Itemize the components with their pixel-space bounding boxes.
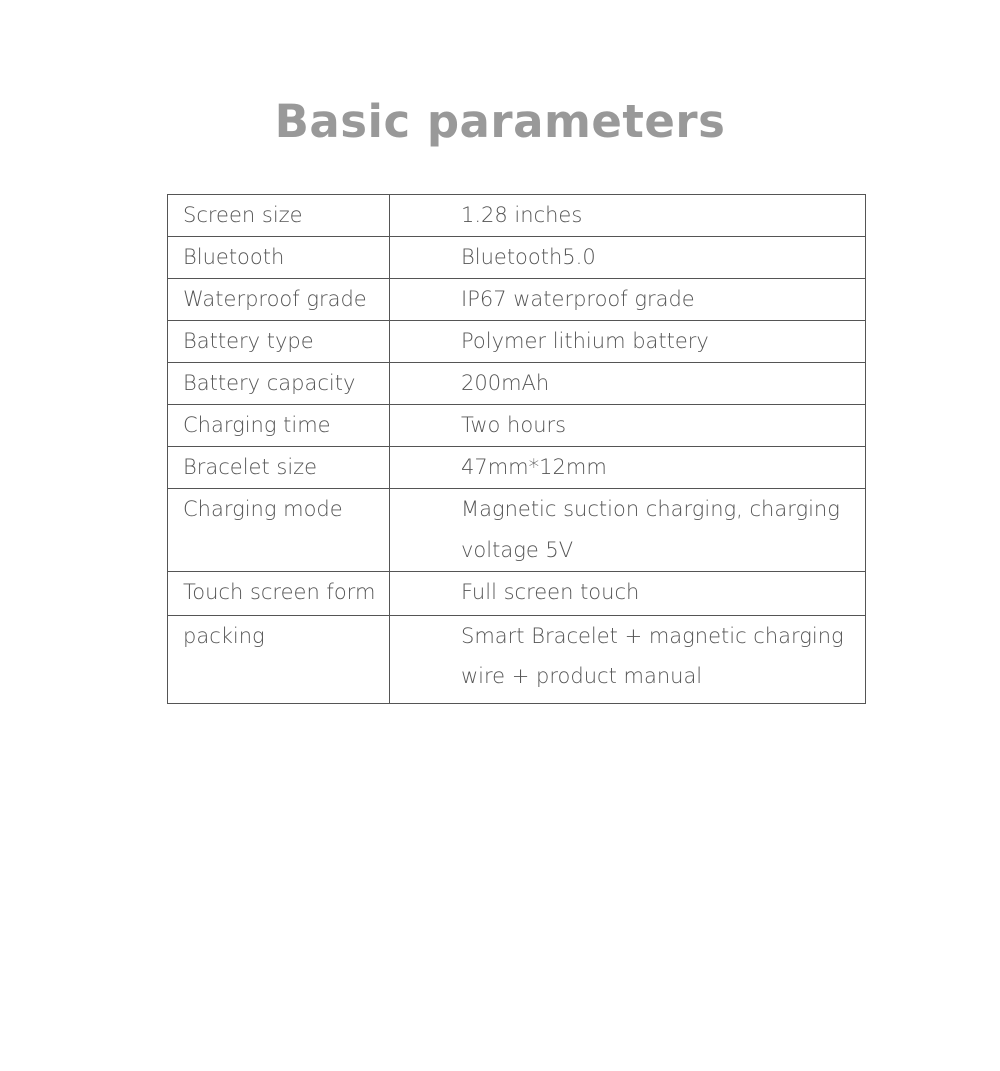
parameter-value: Magnetic suction charging, charging voltage 5V <box>390 489 866 572</box>
parameter-value: 1.28 inches <box>390 195 866 237</box>
table-row <box>168 363 866 405</box>
parameter-name: Charging time <box>168 405 390 447</box>
table-row <box>168 616 866 704</box>
parameter-value: IP67 waterproof grade <box>390 279 866 321</box>
table-row <box>168 195 866 237</box>
parameter-name: Battery type <box>168 321 390 363</box>
parameter-value: Full screen touch <box>390 572 866 616</box>
table-row <box>168 279 866 321</box>
parameters-table <box>167 194 866 704</box>
table-row <box>168 405 866 447</box>
parameter-name: Bluetooth <box>168 237 390 279</box>
page-title: Basic parameters <box>274 95 726 148</box>
parameter-name: Screen size <box>168 195 390 237</box>
parameter-value: Two hours <box>390 405 866 447</box>
parameter-name: Touch screen form <box>168 572 390 616</box>
parameter-name: Battery capacity <box>168 363 390 405</box>
table-row <box>168 447 866 489</box>
parameter-name: Bracelet size <box>168 447 390 489</box>
parameter-value: Polymer lithium battery <box>390 321 866 363</box>
table-row <box>168 489 866 572</box>
table-row <box>168 237 866 279</box>
table-row <box>168 572 866 616</box>
parameter-name: packing <box>168 616 390 704</box>
parameter-value: 200mAh <box>390 363 866 405</box>
table-row <box>168 321 866 363</box>
parameter-name: Waterproof grade <box>168 279 390 321</box>
parameter-name: Charging mode <box>168 489 390 572</box>
parameter-value: Smart Bracelet + magnetic charging wire + product manual <box>390 616 866 704</box>
parameter-value: 47mm*12mm <box>390 447 866 489</box>
parameter-value: Bluetooth5.0 <box>390 237 866 279</box>
